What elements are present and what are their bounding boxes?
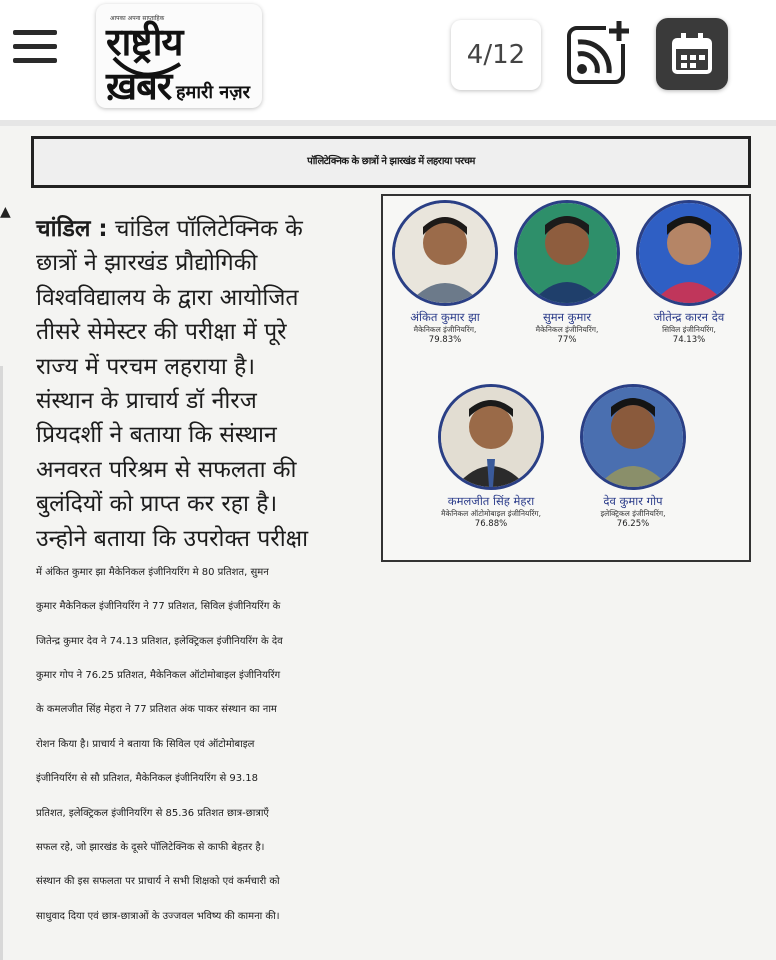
student-percent: 77% (557, 335, 577, 345)
student-name: जीतेन्द्र कारन देव (653, 310, 725, 324)
article-line: के कमलजीत सिंह मेहरा ने 77 प्रतिशत अंक पाकर संस्थान का नाम (36, 704, 277, 716)
article-body (36, 212, 754, 934)
article-line: प्रियदर्शी ने बताया कि संस्थान (36, 422, 277, 449)
student-name: देव कुमार गोप (603, 494, 663, 508)
article-headline: पॉलिटेक्निक के छात्रों ने झारखंड में लहराया परचम (307, 156, 475, 167)
article-line: प्रतिशत, इलेक्ट्रिकल इंजीनियरिंग से 85.36 प्रतिशत छात्र-छात्राएँ (36, 807, 269, 819)
rss-add-icon[interactable] (566, 18, 632, 86)
article-line: उन्होने बताया कि उपरोक्त परीक्षा (36, 525, 309, 552)
student-percent: 79.83% (428, 335, 462, 345)
clipping-edge (0, 366, 3, 960)
student-dept: सिविल इंजीनियरिंग, (662, 325, 716, 334)
student-dept: मैकेनिकल ऑटोमोबाइल इंजीनियरिंग, (440, 509, 542, 518)
article-line: सफल रहे, जो झारखंड के दूसरे पॉलिटेक्निक से काफी बेहतर है। (36, 842, 265, 854)
student-name: अंकित कुमार झा (410, 310, 480, 324)
article-line: संस्थान के प्राचार्य डॉ नीरज (36, 387, 257, 414)
app-header (0, 0, 776, 120)
article-line: कुमार मैकेनिकल इंजीनियरिंग ने 77 प्रतिशत, सिविल इंजीनियरिंग के (36, 601, 281, 613)
article-line: जितेन्द्र कुमार देव ने 74.13 प्रतिशत, इलेक्ट्रिकल इंजीनियरिंग के देव (36, 635, 283, 647)
article-line: चांडिल : चांडिल पॉलिटेक्निक के (36, 216, 303, 242)
article-line: रोशन किया है। प्राचार्य ने बताया कि सिविल एवं ऑटोमोबाइल (36, 738, 255, 750)
article-line: में अंकित कुमार झा मैकेनिकल इंजीनियरिंग मे 80 प्रतिशत, सुमन (36, 566, 269, 578)
student-dept: मैकेनिकल इंजीनियरिंग, (535, 325, 599, 334)
calendar-icon (656, 18, 728, 90)
logo-tagline: आपका अपना साप्ताहिक (110, 15, 165, 22)
logo-swoosh-icon (112, 54, 182, 84)
headline-box (31, 136, 751, 188)
article-line: कुमार गोप ने 76.25 प्रतिशत, मैकेनिकल ऑटोमोबाइल इंजीनियरिंग (36, 670, 281, 682)
logo-subtitle: हमारी नज़र (176, 82, 250, 103)
article-line: साधुवाद दिया एवं छात्र-छात्राओं के उज्जवल भविष्य की कामना की। (36, 910, 280, 922)
newspaper-logo[interactable] (96, 4, 262, 108)
article-line: राज्य में परचम लहराया है। (36, 353, 256, 380)
article-line: छात्रों ने झारखंड प्रौद्योगिकी (36, 250, 258, 277)
clipping-marker: ▲ (0, 204, 11, 220)
student-percent: 76.88% (474, 519, 508, 529)
article-line: संस्थान की इस सफलता पर प्राचार्य ने सभी शिक्षको एवं कर्मचारी को (36, 876, 280, 888)
student-name: कमलजीत सिंह मेहरा (447, 494, 535, 508)
student-dept: इलेक्ट्रिकल इंजीनियरिंग, (600, 509, 666, 518)
student-percent: 74.13% (672, 335, 706, 345)
news-clipping[interactable] (0, 126, 776, 960)
article-line: बुलंदियों को प्राप्त कर रहा है। (36, 491, 278, 518)
student-percent: 76.25% (616, 519, 650, 529)
article-dateline: चांडिल : (36, 216, 108, 242)
logo-title: राष्ट्रीय ख़बर (106, 20, 183, 108)
article-line: विश्वविद्यालय के द्वारा आयोजित (36, 284, 299, 311)
calendar-button[interactable] (656, 18, 728, 90)
student-name: सुमन कुमार (542, 310, 592, 324)
page-indicator-button[interactable]: 4/12 (451, 20, 541, 90)
student-dept: मैकेनिकल इंजीनियरिंग, (413, 325, 477, 334)
article-line: इंजीनियरिंग से सौ प्रतिशत, मैकेनिकल इंजीनियरिंग से 93.18 (36, 773, 259, 785)
article-line: तीसरे सेमेस्टर की परीक्षा में पूरे (36, 319, 287, 346)
article-line: अनवरत परिश्रम से सफलता की (36, 456, 297, 483)
hamburger-icon[interactable] (13, 30, 57, 70)
